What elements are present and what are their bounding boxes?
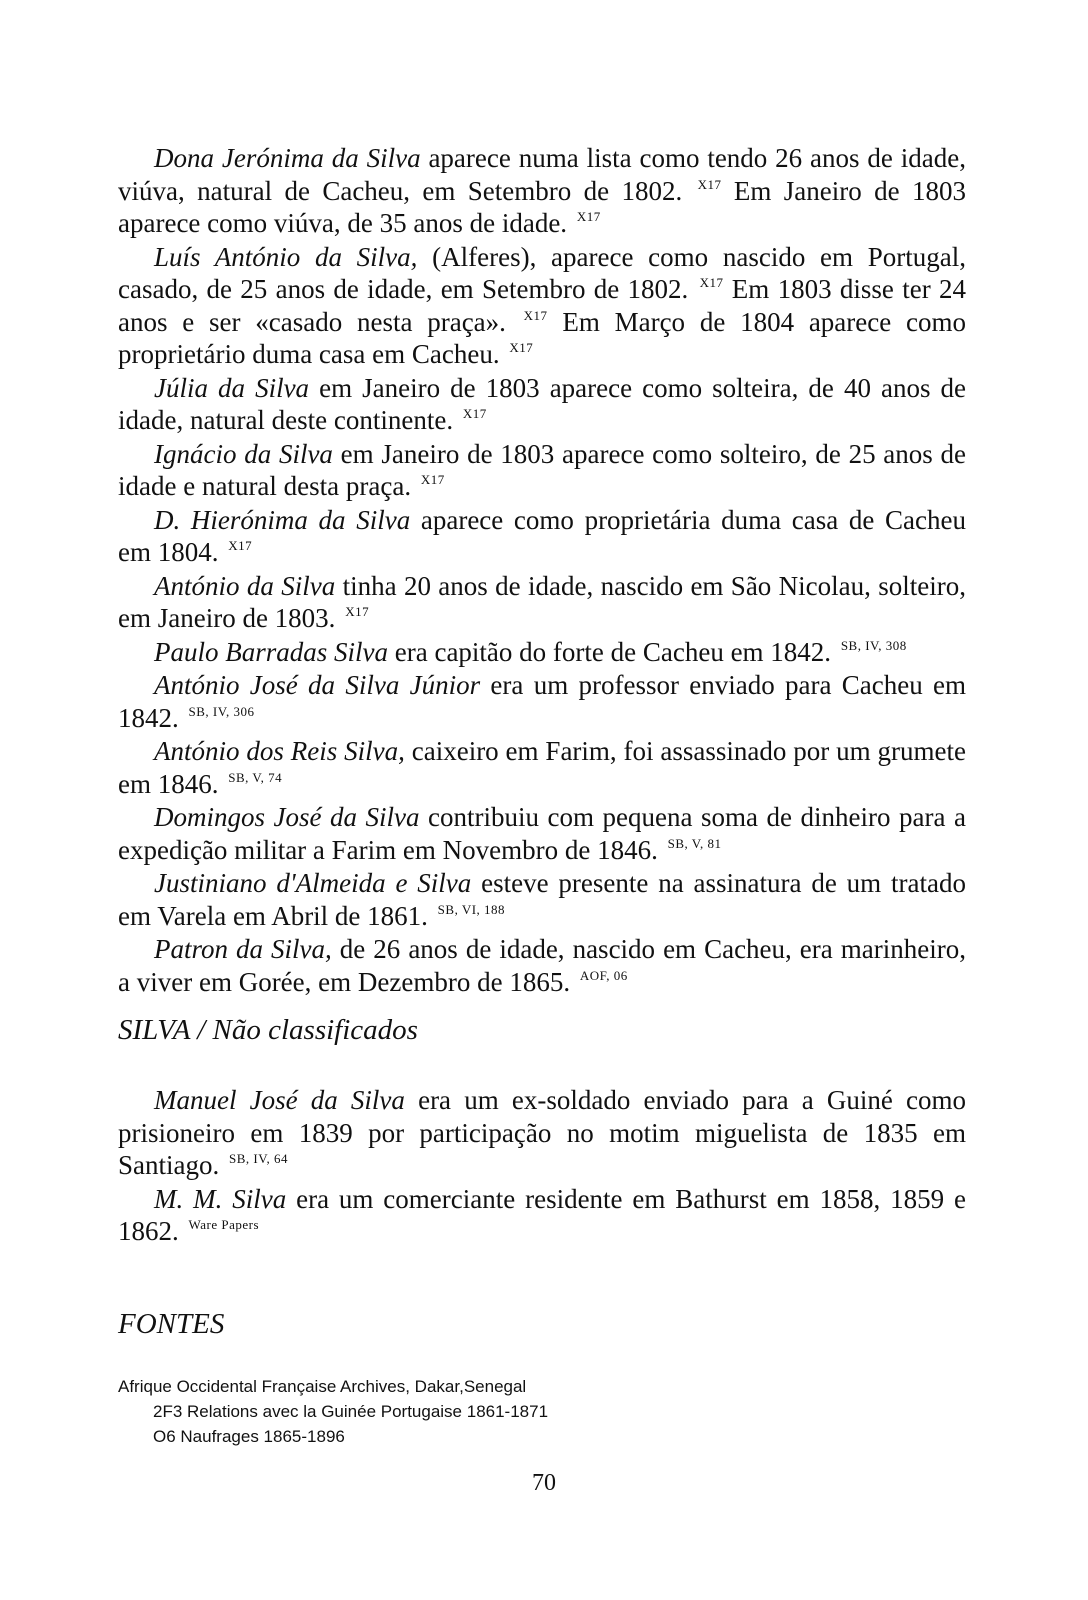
- entry: Domingos José da Silva contribuiu com pequena soma de dinheiro para a expedição militar a Farim em Novembro de 1846. $^{SB, V, 81}$: [118, 802, 966, 865]
- entry: António dos Reis Silva, caixeiro em Farim, foi assassinado por um grumete em 1846. $^{SB, V, 74}$: [118, 736, 966, 799]
- entry: D. Hierónima da Silva aparece como proprietária duma casa de Cacheu em 1804. $^{X17}$: [118, 504, 967, 567]
- reference: X17: [228, 538, 253, 553]
- unclassified-entries-list: [118, 1084, 966, 1249]
- reference: X17: [345, 604, 370, 619]
- entry: Justiniano d'Almeida e Silva esteve presente na assinatura de um tratado em Varela em Abril de 1861. $^{SB, VI, 188}$: [118, 868, 966, 931]
- reference: SB, IV, 308: [840, 637, 907, 653]
- page-number: 70: [532, 1470, 556, 1496]
- entry: Luís António da Silva, (Alferes), aparece como nascido em Portugal, casado, de 25 anos de idade, em Setembro de 1802. $^{X17}$ Em 1803 disse ter 24 anos e ser «casado nesta praça». $^{X17}$ Em Março de 1804 aparece como proprietário duma casa em Cacheu. $^{X17}$: [118, 241, 966, 369]
- entry: M. M. Silva era um comerciante residente em Bathurst em 1858, 1859 e 1862. $^{Ware Papers}$: [118, 1183, 966, 1246]
- reference: AOF, 06: [579, 967, 628, 983]
- source-item: O6 Naufrages 1865-1896: [153, 1427, 345, 1446]
- reference: SB, IV, 64: [229, 1151, 288, 1166]
- entry: Paulo Barradas Silva era capitão do forte de Cacheu em 1842. $^{SB, IV, 308}$: [154, 636, 907, 667]
- reference: X17: [420, 472, 445, 487]
- reference: X17: [523, 307, 548, 323]
- reference: X17: [699, 275, 724, 290]
- entry: Júlia da Silva em Janeiro de 1803 aparece como solteira, de 40 anos de idade, natural deste continente. $^{X17}$: [118, 372, 966, 435]
- reference: SB, VI, 188: [437, 901, 506, 917]
- entry: Manuel José da Silva era um ex-soldado enviado para a Guiné como prisioneiro em 1839 por participação no motim miguelista de 1835 em Santiago. $^{SB, IV, 64}$: [118, 1085, 966, 1180]
- sources-list: [118, 1374, 548, 1449]
- reference: X17: [509, 340, 534, 355]
- entry: Patron da Silva, de 26 anos de idade, nascido em Cacheu, era marinheiro, a viver em Gorée, em Dezembro de 1865. $^{AOF, 06}$: [118, 934, 966, 997]
- entry: António da Silva tinha 20 anos de idade, nascido em São Nicolau, solteiro, em Janeiro de 1803. $^{X17}$: [118, 570, 966, 633]
- source-item: 2F3 Relations avec la Guinée Portugaise 1861-1871: [153, 1402, 549, 1421]
- entry: António José da Silva Júnior era um professor enviado para Cacheu em 1842. $^{SB, IV, 306}$: [118, 670, 967, 733]
- reference: X17: [697, 176, 722, 192]
- reference: Ware Papers: [188, 1217, 260, 1232]
- reference: SB, IV, 306: [188, 703, 255, 719]
- reference: SB, V, 81: [667, 835, 722, 851]
- reference: X17: [576, 209, 601, 224]
- source-archive: Afrique Occidental Française Archives, Dakar,Senegal: [118, 1377, 527, 1396]
- entries-list: [118, 142, 966, 999]
- section-title: SILVA / Não classificados: [118, 1014, 418, 1046]
- fontes-title: FONTES: [118, 1308, 225, 1340]
- reference: X17: [462, 406, 487, 421]
- reference: SB, V, 74: [228, 769, 283, 785]
- entry: Ignácio da Silva em Janeiro de 1803 aparece como solteiro, de 25 anos de idade e natural desta praça. $^{X17}$: [118, 438, 967, 501]
- entry: Dona Jerónima da Silva aparece numa lista como tendo 26 anos de idade, viúva, natural de Cacheu, em Setembro de 1802. $^{X17}$ Em Janeiro de 1803 aparece como viúva, de 35 anos de idade. $^{X17}$: [118, 143, 966, 238]
